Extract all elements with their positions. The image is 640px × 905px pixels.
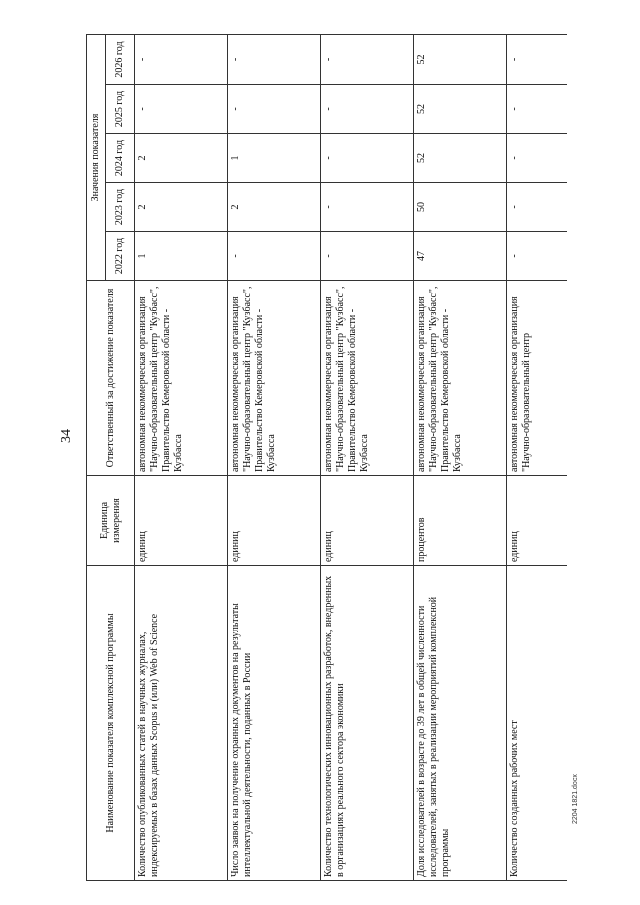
indicator-value: - xyxy=(321,183,414,232)
indicator-value: - xyxy=(507,34,567,84)
indicator-name: Количество опубликованных статей в научных журналах, индексируемых в базах данных Scopus и (или) Web of Science xyxy=(135,566,228,881)
indicator-value: 2 xyxy=(135,183,228,232)
year-header: 2023 год xyxy=(106,183,135,232)
indicator-unit: единиц xyxy=(321,476,414,566)
indicator-value: 52 xyxy=(414,34,507,84)
indicator-value: - xyxy=(321,34,414,84)
year-header: 2024 год xyxy=(106,134,135,183)
indicator-responsible: автономная некоммерческая организация "Научно-образовательный центр "Кузбасс", Правительство Кемеровской области - Кузбасса xyxy=(321,281,414,476)
indicator-value: - xyxy=(228,85,321,134)
indicator-value: - xyxy=(507,85,567,134)
indicator-value: - xyxy=(135,85,228,134)
indicator-value: 50 xyxy=(414,183,507,232)
table-row xyxy=(321,34,414,880)
indicator-name: Число заявок на получение охранных документов на результаты интеллектуальной деятельности, поданных в России xyxy=(228,566,321,881)
indicator-value: - xyxy=(321,232,414,281)
indicator-responsible: автономная некоммерческая организация "Научно-образовательный центр "Кузбасс", Правительство Кемеровской области - Кузбасса xyxy=(228,281,321,476)
indicator-value: 52 xyxy=(414,85,507,134)
table-row xyxy=(135,34,228,880)
page-number: 34 xyxy=(59,429,74,443)
indicator-value: 52 xyxy=(414,134,507,183)
indicator-value: 2 xyxy=(228,183,321,232)
indicator-value: 2 xyxy=(135,134,228,183)
indicator-table xyxy=(86,34,567,881)
indicator-unit: единиц xyxy=(507,476,567,566)
indicator-value: - xyxy=(507,232,567,281)
year-header: 2026 год xyxy=(106,34,135,84)
indicator-name: Доля исследователей в возрасте до 39 лет в общей численности исследователей, занятых в реализации мероприятий комплексной программы xyxy=(414,566,507,881)
indicator-value: - xyxy=(228,34,321,84)
indicator-name: Количество технологических инновационных разработок, внедренных в организациях реального сектора экономики xyxy=(321,566,414,881)
indicator-responsible: автономная некоммерческая организация "Научно-образовательный центр "Кузбасс", Правительство Кемеровской области - Кузбасса xyxy=(414,281,507,476)
indicator-name: Количество созданных рабочих мест xyxy=(507,566,567,881)
indicator-value: - xyxy=(507,183,567,232)
table-frame xyxy=(86,35,546,881)
year-header: 2025 год xyxy=(106,85,135,134)
indicator-value: - xyxy=(135,34,228,84)
indicator-value: 47 xyxy=(414,232,507,281)
document-id: 2204 1821.docx xyxy=(572,774,579,824)
indicator-value: - xyxy=(321,85,414,134)
indicator-responsible: автономная некоммерческая организация "Научно-образовательный центр xyxy=(507,281,567,476)
table-row xyxy=(228,34,321,880)
indicator-value: - xyxy=(228,232,321,281)
column-header-unit: Единица измерения xyxy=(87,476,135,566)
column-header-values-group: Значения показателя xyxy=(87,34,106,280)
year-header: 2022 год xyxy=(106,232,135,281)
indicator-unit: единиц xyxy=(228,476,321,566)
table-row xyxy=(507,34,567,880)
column-header-responsible: Ответственный за достижение показателя xyxy=(87,281,135,476)
indicator-unit: единиц xyxy=(135,476,228,566)
table-row xyxy=(414,34,507,880)
indicator-unit: процентов xyxy=(414,476,507,566)
indicator-value: 1 xyxy=(135,232,228,281)
indicator-responsible: автономная некоммерческая организация "Научно-образовательный центр "Кузбасс", Правительство Кемеровской области - Кузбасса xyxy=(135,281,228,476)
indicator-value: 1 xyxy=(228,134,321,183)
column-header-name: Наименование показателя комплексной программы xyxy=(87,566,135,881)
indicator-value: - xyxy=(507,134,567,183)
indicator-value: - xyxy=(321,134,414,183)
